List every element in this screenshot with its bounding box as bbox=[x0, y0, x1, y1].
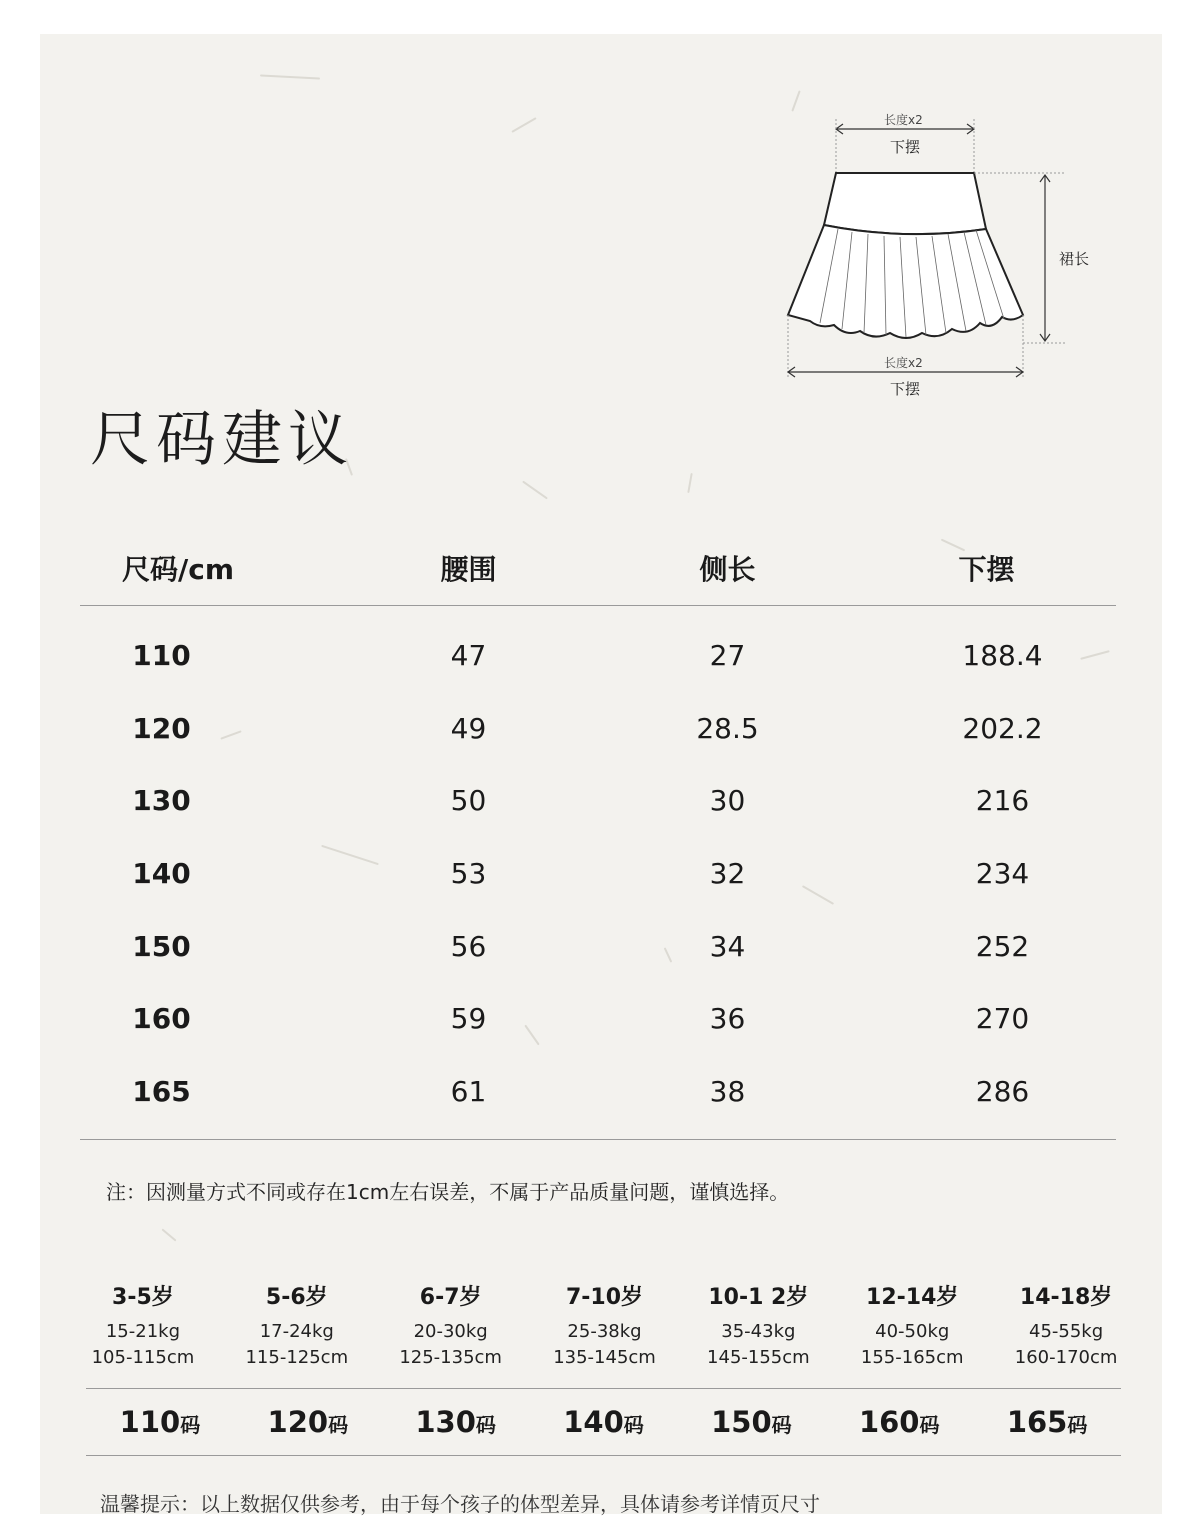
size-cell: 130 bbox=[132, 784, 191, 818]
waist-cell: 61 bbox=[450, 1074, 487, 1108]
waist-cell: 53 bbox=[450, 856, 487, 890]
age-column bbox=[220, 1280, 374, 1388]
height-range: 145-155cm bbox=[707, 1347, 810, 1368]
size-code-unit: 码 bbox=[919, 1413, 940, 1437]
age-label: 5-6岁 bbox=[265, 1285, 328, 1310]
skirt-diagram bbox=[780, 105, 1110, 405]
size-cell: 150 bbox=[132, 929, 191, 963]
table-header bbox=[80, 530, 1116, 606]
size-code bbox=[86, 1405, 234, 1439]
age-size-guide bbox=[66, 1280, 1143, 1456]
side-length-cell: 36 bbox=[709, 1002, 746, 1036]
height-range: 155-165cm bbox=[860, 1347, 964, 1368]
table-row bbox=[80, 837, 1116, 910]
hem-cell: 216 bbox=[975, 784, 1030, 818]
table-body bbox=[80, 606, 1116, 1140]
age-column bbox=[528, 1280, 682, 1388]
size-cell: 120 bbox=[132, 711, 191, 745]
size-code bbox=[677, 1405, 825, 1439]
age-column bbox=[835, 1280, 989, 1388]
hem-cell: 202.2 bbox=[962, 711, 1043, 745]
waist-cell: 59 bbox=[450, 1002, 487, 1036]
measurement-note: 注：因测量方式不同或存在1cm左右误差，不属于产品质量问题，谨慎选择。 bbox=[106, 1180, 790, 1204]
size-code bbox=[234, 1405, 382, 1439]
bottom-measure-label: 长度x2 bbox=[884, 356, 923, 370]
side-length-cell: 28.5 bbox=[696, 711, 759, 745]
age-column bbox=[989, 1280, 1143, 1388]
age-row bbox=[66, 1280, 1143, 1388]
size-code-number: 120 bbox=[267, 1405, 329, 1439]
waist-cell: 56 bbox=[450, 929, 487, 963]
table-row bbox=[80, 1055, 1116, 1128]
weight-range: 20-30kg bbox=[413, 1321, 488, 1342]
size-code-unit: 码 bbox=[475, 1413, 496, 1437]
age-column bbox=[66, 1280, 220, 1388]
age-column bbox=[374, 1280, 528, 1388]
header-waist: 腰围 bbox=[440, 552, 497, 586]
waist-cell: 47 bbox=[450, 638, 487, 672]
table-row bbox=[80, 982, 1116, 1055]
height-range: 125-135cm bbox=[399, 1347, 502, 1368]
size-code bbox=[382, 1405, 530, 1439]
side-length-cell: 34 bbox=[709, 929, 746, 963]
footer-tip-partial: 温馨提示：以上数据仅供参考，由于每个孩子的体型差异，具体请参考详情页尺寸 bbox=[100, 1492, 820, 1516]
weight-range: 45-55kg bbox=[1029, 1321, 1104, 1342]
height-range: 160-170cm bbox=[1014, 1347, 1118, 1368]
weight-range: 17-24kg bbox=[259, 1321, 334, 1342]
size-code bbox=[825, 1405, 973, 1439]
table-row bbox=[80, 764, 1116, 837]
side-length-cell: 32 bbox=[709, 856, 746, 890]
size-code-unit: 码 bbox=[328, 1413, 349, 1437]
hem-cell: 270 bbox=[975, 1002, 1030, 1036]
size-cell: 110 bbox=[132, 638, 191, 672]
size-code-number: 130 bbox=[415, 1405, 476, 1439]
height-range: 105-115cm bbox=[91, 1347, 195, 1368]
size-code-number: 165 bbox=[1006, 1405, 1068, 1439]
size-code-number: 140 bbox=[563, 1405, 624, 1439]
table-row bbox=[80, 910, 1116, 983]
age-label: 7-10岁 bbox=[565, 1285, 644, 1310]
age-column bbox=[681, 1280, 835, 1388]
weight-range: 15-21kg bbox=[105, 1321, 180, 1342]
header-side-length: 侧长 bbox=[699, 552, 756, 586]
side-length-cell: 27 bbox=[709, 638, 746, 672]
height-range: 115-125cm bbox=[245, 1347, 349, 1368]
hem-cell: 286 bbox=[975, 1074, 1030, 1108]
size-cell: 165 bbox=[132, 1074, 191, 1108]
size-code bbox=[530, 1405, 678, 1439]
size-code-unit: 码 bbox=[1067, 1413, 1088, 1437]
table-row bbox=[80, 619, 1116, 692]
waist-cell: 50 bbox=[450, 784, 487, 818]
age-label: 12-14岁 bbox=[866, 1285, 959, 1310]
side-length-cell: 30 bbox=[709, 784, 746, 818]
size-code-unit: 码 bbox=[771, 1413, 792, 1437]
size-code-unit: 码 bbox=[623, 1413, 644, 1437]
header-hem: 下摆 bbox=[958, 552, 1015, 586]
top-measure-label: 长度x2 bbox=[884, 113, 923, 127]
weight-range: 35-43kg bbox=[721, 1321, 796, 1342]
size-code-unit: 码 bbox=[180, 1413, 201, 1437]
hem-cell: 188.4 bbox=[962, 638, 1043, 672]
bottom-hem-label: 下摆 bbox=[890, 380, 921, 398]
size-code-number: 150 bbox=[711, 1405, 772, 1439]
weight-range: 25-38kg bbox=[567, 1321, 642, 1342]
weight-range: 40-50kg bbox=[875, 1321, 950, 1342]
size-code bbox=[973, 1405, 1121, 1439]
waist-cell: 49 bbox=[450, 711, 487, 745]
size-table bbox=[80, 530, 1116, 1140]
header-size: 尺码/cm bbox=[122, 552, 235, 586]
side-length-cell: 38 bbox=[709, 1074, 746, 1108]
page-title: 尺码建议 bbox=[90, 405, 354, 476]
size-code-number: 110 bbox=[119, 1405, 181, 1439]
size-code-row bbox=[86, 1388, 1121, 1456]
age-label: 10-1 2岁 bbox=[708, 1285, 809, 1310]
skirt-length-label: 裙长 bbox=[1059, 250, 1090, 268]
hem-cell: 252 bbox=[975, 929, 1030, 963]
height-range: 135-145cm bbox=[553, 1347, 656, 1368]
size-cell: 160 bbox=[132, 1002, 191, 1036]
size-code-number: 160 bbox=[858, 1405, 920, 1439]
table-row bbox=[80, 692, 1116, 765]
age-label: 6-7岁 bbox=[419, 1285, 482, 1310]
hem-cell: 234 bbox=[975, 856, 1030, 890]
top-hem-label: 下摆 bbox=[890, 138, 921, 156]
age-label: 14-18岁 bbox=[1019, 1285, 1113, 1310]
size-cell: 140 bbox=[132, 856, 191, 890]
age-label: 3-5岁 bbox=[112, 1285, 174, 1310]
